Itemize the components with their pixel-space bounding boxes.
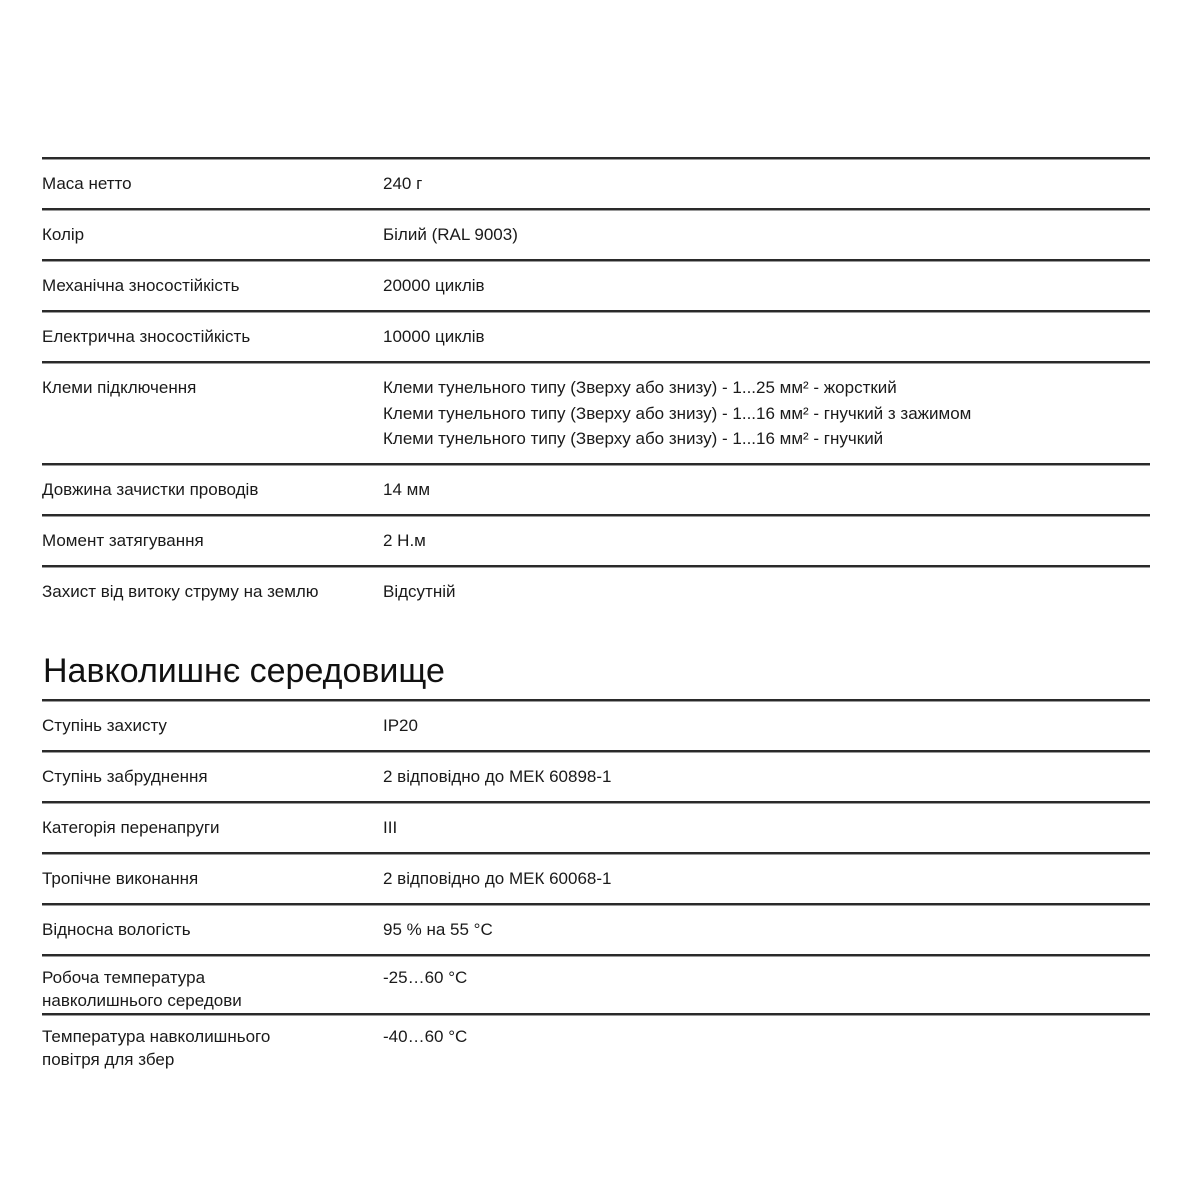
spec-value: 240 г — [383, 174, 423, 193]
spec-label — [42, 1025, 383, 1072]
spec-row — [42, 954, 1150, 1013]
section-heading: Навколишнє середовище — [43, 652, 445, 690]
spec-value: 2 відповідно до МЕК 60898-1 — [383, 767, 612, 786]
spec-value-list — [383, 375, 1150, 463]
spec-row — [42, 361, 1150, 463]
spec-label: Тропічне виконання — [42, 869, 199, 888]
spec-label-line: Робоча температура — [42, 968, 206, 987]
spec-value: 10000 циклів — [383, 327, 485, 346]
spec-row — [42, 852, 1150, 903]
spec-label-line: повітря для збер — [42, 1050, 175, 1069]
spec-row — [42, 157, 1150, 208]
spec-label: Колір — [42, 225, 85, 244]
spec-value: Відсутній — [383, 582, 456, 601]
spec-row — [42, 208, 1150, 259]
specs-table-general — [42, 157, 1150, 616]
spec-row — [42, 750, 1150, 801]
spec-row — [42, 903, 1150, 954]
spec-value-line: Клеми тунельного типу (Зверху або знизу) - 1...16 мм² - гнучкий з зажимом — [383, 403, 972, 423]
spec-row — [42, 463, 1150, 514]
spec-value: Білий (RAL 9003) — [383, 225, 518, 244]
spec-label: Момент затягування — [42, 531, 204, 550]
spec-row — [42, 1013, 1150, 1072]
spec-value: 14 мм — [383, 480, 431, 499]
spec-value: 20000 циклів — [383, 276, 485, 295]
spec-label: Категорія перенапруги — [42, 818, 220, 837]
spec-label: Ступінь захисту — [42, 716, 167, 735]
spec-row — [42, 310, 1150, 361]
spec-label: Механічна зносостійкість — [42, 276, 240, 295]
spec-value-line: Клеми тунельного типу (Зверху або знизу) - 1...16 мм² - гнучкий — [383, 429, 884, 448]
spec-row — [42, 699, 1150, 750]
spec-row — [42, 801, 1150, 852]
spec-label-line: навколишнього середови — [42, 991, 242, 1010]
spec-row — [42, 565, 1150, 616]
spec-value: IP20 — [383, 716, 418, 735]
spec-label — [42, 966, 383, 1013]
spec-value: -40…60 °C — [383, 1027, 468, 1046]
spec-row — [42, 259, 1150, 310]
spec-label: Маса нетто — [42, 174, 132, 193]
spec-label: Електрична зносостійкість — [42, 327, 251, 346]
spec-value: 95 % на 55 °C — [383, 920, 493, 939]
spec-label: Відносна вологість — [42, 920, 191, 939]
spec-label: Захист від витоку струму на землю — [42, 582, 319, 601]
spec-value-line: Клеми тунельного типу (Зверху або знизу) - 1...25 мм² - жорсткий — [383, 378, 897, 397]
spec-label-line: Температура навколишнього — [42, 1027, 271, 1046]
spec-label: Довжина зачистки проводів — [42, 480, 259, 499]
spec-label: Ступінь забруднення — [42, 767, 208, 786]
spec-value: 2 Н.м — [383, 531, 426, 550]
spec-value: 2 відповідно до МЕК 60068-1 — [383, 869, 612, 888]
spec-label: Клеми підключення — [42, 378, 197, 397]
spec-row — [42, 514, 1150, 565]
specs-table-environment — [42, 650, 1150, 1072]
spec-value: -25…60 °C — [383, 968, 468, 987]
spec-value: III — [383, 818, 398, 837]
